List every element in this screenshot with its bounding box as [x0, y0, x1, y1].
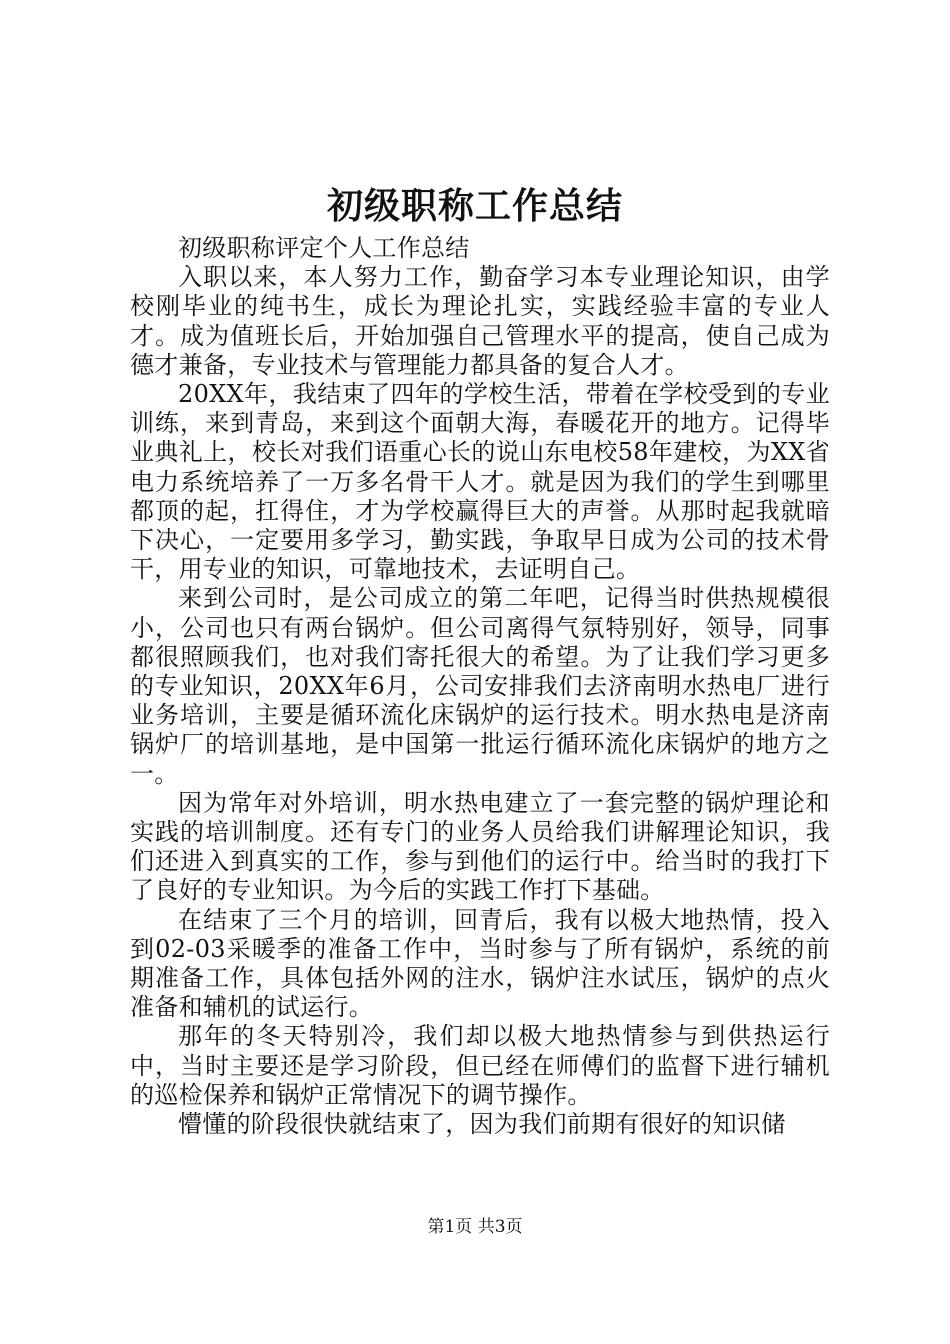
paragraph: 那年的冬天特别冷，我们却以极大地热情参与到供热运行中，当时主要还是学习阶段，但已经在师傅们的监督下进行辅机的巡检保养和锅炉正常情况下的调节操作。 — [130, 1022, 830, 1109]
paragraph: 入职以来，本人努力工作，勤奋学习本专业理论知识，由学校刚毕业的纯书生，成长为理论扎实，实践经验丰富的专业人才。成为值班长后，开始加强自己管理水平的提高，使自己成为德才兼备，专业技术与管理能力都具备的复合人才。 — [130, 263, 830, 379]
paragraph-subtitle: 初级职称评定个人工作总结 — [178, 234, 470, 262]
paragraph: 20XX年，我结束了四年的学校生活，带着在学校受到的专业训练，来到青岛，来到这个面朝大海，春暖花开的地方。记得毕业典礼上，校长对我们语重心长的说山东电校58年建校，为XX省电力系统培养了一万多名骨干人才。就是因为我们的学生到哪里都顶的起，扛得住，才为学校赢得巨大的声誉。从那时起我就暗下决心，一定要用多学习，勤实践，争取早日成为公司的技术骨干，用专业的知识，可靠地技术，去证明自己。 — [130, 380, 830, 584]
paragraph: 来到公司时，是公司成立的第二年吧，记得当时供热规模很小，公司也只有两台锅炉。但公司离得气氛特别好，领导，同事都很照顾我们，也对我们寄托很大的希望。为了让我们学习更多的专业知识，20XX年6月，公司安排我们去济南明水热电厂进行业务培训，主要是循环流化床锅炉的运行技术。明水热电是济南锅炉厂的培训基地，是中国第一批运行循环流化床锅炉的地方之一。 — [130, 584, 830, 788]
page-number-footer: 第1页 共3页 — [427, 1217, 523, 1237]
document-title: 初级职称工作总结 — [326, 185, 623, 227]
paragraph: 懵懂的阶段很快就结束了，因为我们前期有很好的知识储 — [178, 1110, 786, 1139]
paragraph: 因为常年对外培训，明水热电建立了一套完整的锅炉理论和实践的培训制度。还有专门的业务人员给我们讲解理论知识，我们还进入到真实的工作，参与到他们的运行中。给当时的我打下了良好的专业知识。为今后的实践工作打下基础。 — [130, 788, 830, 905]
document-body — [130, 234, 830, 1139]
paragraph: 在结束了三个月的培训，回青后，我有以极大地热情，投入到02-03采暖季的准备工作中，当时参与了所有锅炉，系统的前期准备工作，具体包括外网的注水，锅炉注水试压，锅炉的点火准备和辅机的试运行。 — [130, 905, 830, 1022]
